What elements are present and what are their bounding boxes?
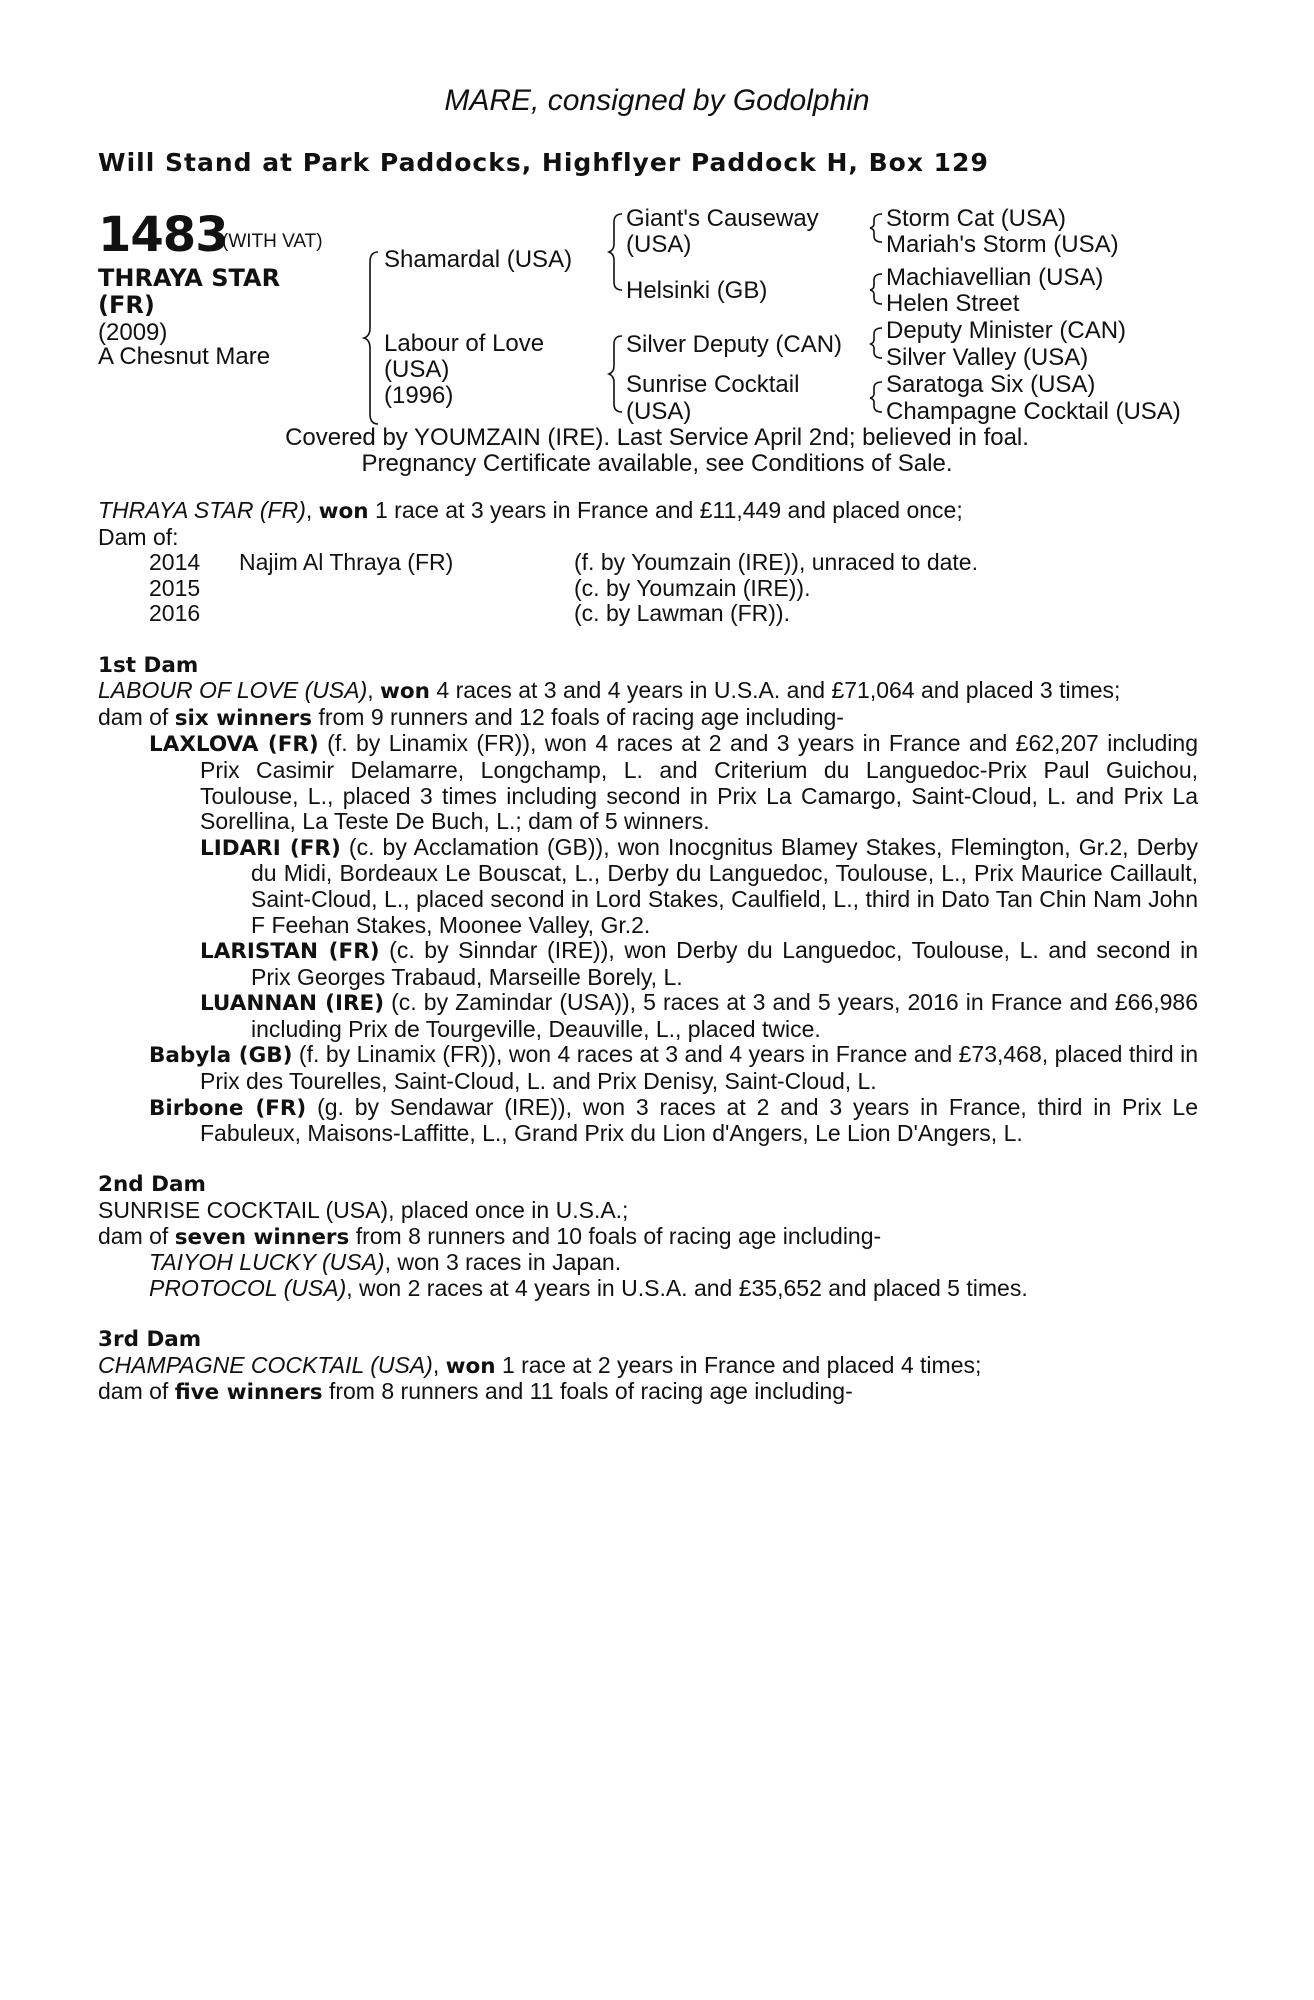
first-dam-line: LABOUR OF LOVE (USA), won 4 races at 3 and 4 years in U.S.A. and £71,064 and placed 3 times; bbox=[98, 677, 1121, 705]
third-dam-name: CHAMPAGNE COCKTAIL (USA) bbox=[98, 1351, 433, 1378]
dam-dam-line2: (USA) bbox=[626, 398, 692, 425]
horse-description: A Chesnut Mare bbox=[98, 343, 271, 370]
first-dam-winners: six winners bbox=[174, 705, 313, 731]
progeny-note: (c. by Youmzain (IRE)). bbox=[574, 574, 811, 601]
covered-line: Covered by YOUMZAIN (IRE). Last Service April 2nd; believed in foal. bbox=[285, 424, 1029, 451]
progeny-note: (c. by Lawman (FR)). bbox=[574, 600, 790, 627]
ped-ddd: Champagne Cocktail (USA) bbox=[886, 398, 1181, 425]
third-dam-winners: five winners bbox=[174, 1380, 323, 1406]
dam-of-pre: dam of bbox=[98, 1222, 175, 1249]
first-dam-runner bbox=[98, 1095, 1198, 1147]
runner-record: (f. by Linamix (FR)), won 4 races at 3 and 4 years in France and £73,468, placed third in Prix des Tourelles, Saint-Cloud, L. and Prix Denisy, Saint-Cloud, L. bbox=[200, 1041, 1198, 1095]
progeny-year: 2014 bbox=[149, 549, 201, 576]
runner-record: (c. by Sinndar (IRE)), won Derby du Languedoc, Toulouse, L. and second in Prix Georges Trabaud, Marseille Borely, L. bbox=[251, 937, 1199, 990]
stand-location: Will Stand at Park Paddocks, Highflyer Paddock H, Box 129 bbox=[98, 148, 989, 177]
foaling-year: (2009) bbox=[98, 319, 168, 346]
summary-won: won bbox=[318, 499, 369, 524]
progeny-row bbox=[98, 576, 1198, 602]
sire-sire-line1: Giant's Causeway bbox=[626, 205, 819, 232]
runner-name: PROTOCOL (USA) bbox=[149, 1274, 347, 1301]
spacer bbox=[98, 1147, 1198, 1173]
ped-ssd: Mariah's Storm (USA) bbox=[886, 231, 1119, 258]
runner-name: Babyla (GB) bbox=[149, 1043, 293, 1069]
second-dam-runner bbox=[98, 1250, 1198, 1276]
runner-record: , won 3 races in Japan. bbox=[384, 1249, 622, 1276]
page-heading: MARE, consigned by Godolphin bbox=[444, 84, 870, 117]
first-dam-runner bbox=[98, 731, 1198, 834]
ped-sds: Machiavellian (USA) bbox=[886, 264, 1104, 291]
ped-dsd: Silver Valley (USA) bbox=[886, 344, 1089, 371]
dam-of-post: from 9 runners and 12 foals of racing age including- bbox=[312, 703, 844, 730]
first-dam-runner bbox=[98, 938, 1198, 990]
summary-record: 1 race at 3 years in France and £11,449 and placed once; bbox=[368, 497, 963, 523]
dam-dam-line1: Sunrise Cocktail bbox=[626, 371, 800, 398]
ped-dss: Deputy Minister (CAN) bbox=[886, 317, 1127, 344]
progeny-row bbox=[98, 601, 1198, 627]
spacer bbox=[98, 1301, 1198, 1327]
runner-record: (c. by Acclamation (GB)), won Inocgnitus Blamey Stakes, Flemington, Gr.2, Derby du Midi, Bordeaux Le Bouscat, L., Derby du Languedoc, Toulouse, L., Prix Maurice Caillault, Saint-Cloud, L., placed second in Lord Stakes, Caulfield, L., third in Dato Tan Chin Nam John F Feehan Stakes, Moonee Valley, Gr.2. bbox=[251, 833, 1199, 938]
ped-dds: Saratoga Six (USA) bbox=[886, 371, 1096, 398]
sire-dam: Helsinki (GB) bbox=[626, 277, 768, 304]
dam-line3: (1996) bbox=[384, 382, 454, 409]
third-dam-record: 1 race at 2 years in France and placed 4 times; bbox=[495, 1351, 982, 1378]
first-dam-record: 4 races at 3 and 4 years in U.S.A. and £71,064 and placed 3 times; bbox=[430, 677, 1121, 704]
runner-record: , won 2 races at 4 years in U.S.A. and £35,652 and placed 5 times. bbox=[346, 1274, 1028, 1301]
dam-of-pre: dam of bbox=[98, 703, 175, 730]
progeny-name bbox=[239, 576, 574, 602]
third-dam-won: won bbox=[445, 1353, 496, 1379]
dam-of-pre: dam of bbox=[98, 1378, 175, 1405]
second-dam-runner bbox=[98, 1276, 1198, 1302]
runner-name: LIDARI (FR) bbox=[200, 835, 341, 861]
runner-record: (c. by Zamindar (USA)), 5 races at 3 and 5 years, 2016 in France and £66,986 including Prix de Tourgeville, Deauville, L., placed twice. bbox=[251, 989, 1198, 1042]
first-dam-runner bbox=[98, 835, 1198, 938]
progeny-name: Najim Al Thraya (FR) bbox=[239, 549, 454, 576]
dam-of-post: from 8 runners and 11 foals of racing age including- bbox=[322, 1378, 853, 1405]
summary-name: THRAYA STAR (FR) bbox=[98, 497, 306, 523]
spacer bbox=[98, 627, 1198, 653]
progeny-name bbox=[239, 601, 574, 627]
first-dam-runner bbox=[98, 990, 1198, 1042]
runner-name: LUANNAN (IRE) bbox=[200, 991, 385, 1017]
runner-name: Birbone (FR) bbox=[149, 1095, 307, 1121]
runner-record: (g. by Sendawar (IRE)), won 3 races at 2 and 3 years in France, third in Prix Le Fabuleux, Maisons-Laffitte, L., Grand Prix du Lion d'Angers, Le Lion D'Angers, L. bbox=[200, 1093, 1198, 1147]
runner-name: LARISTAN (FR) bbox=[200, 939, 380, 965]
third-dam-heading: 3rd Dam bbox=[98, 1327, 202, 1352]
second-dam-heading: 2nd Dam bbox=[98, 1172, 206, 1198]
horse-country: (FR) bbox=[98, 291, 155, 319]
vat-note: (WITH VAT) bbox=[222, 231, 323, 252]
second-dam-produce bbox=[98, 1224, 1198, 1251]
second-dam-line: SUNRISE COCKTAIL (USA), placed once in U.S.A.; bbox=[98, 1197, 629, 1224]
third-dam-line: CHAMPAGNE COCKTAIL (USA), won 1 race at 2 years in France and placed 4 times; bbox=[98, 1351, 982, 1379]
runner-record: (f. by Linamix (FR)), won 4 races at 2 and 3 years in France and £62,207 including Prix Casimir Delamarre, Longchamp, L. and Criterium du Languedoc-Prix Paul Guichou, Toulouse, L., placed 3 times including second in Prix La Camargo, Saint-Cloud, L. and Prix La Sorellina, La Teste De Buch, L.; dam of 5 winners. bbox=[200, 730, 1198, 835]
progeny-year: 2015 bbox=[149, 574, 201, 601]
runner-name: LAXLOVA (FR) bbox=[149, 732, 319, 758]
summary-line: THRAYA STAR (FR), won 1 race at 3 years in France and £11,449 and placed once; bbox=[98, 497, 963, 524]
progeny-row bbox=[98, 550, 1198, 576]
first-dam-runners bbox=[98, 731, 1198, 1147]
progeny-list bbox=[98, 550, 1198, 627]
second-dam-winners: seven winners bbox=[174, 1224, 350, 1250]
third-dam-produce bbox=[98, 1379, 1198, 1406]
dam-sire: Silver Deputy (CAN) bbox=[626, 331, 843, 358]
dam-line1: Labour of Love bbox=[384, 330, 545, 357]
ped-sss: Storm Cat (USA) bbox=[886, 205, 1067, 232]
dam-of-post: from 8 runners and 10 foals of racing age including- bbox=[349, 1222, 882, 1249]
dam-line2: (USA) bbox=[384, 356, 450, 383]
first-dam-produce bbox=[98, 705, 1198, 732]
first-dam-won: won bbox=[380, 679, 430, 705]
lot-number: 1483 bbox=[98, 207, 228, 263]
first-dam-heading: 1st Dam bbox=[98, 652, 199, 678]
runner-name: TAIYOH LUCKY (USA) bbox=[149, 1249, 385, 1276]
pregnancy-line: Pregnancy Certificate available, see Conditions of Sale. bbox=[361, 450, 953, 477]
first-dam-runner bbox=[98, 1042, 1198, 1094]
horse-name: THRAYA STAR bbox=[98, 264, 281, 292]
dam-of-label: Dam of: bbox=[98, 523, 179, 550]
ped-sdd: Helen Street bbox=[886, 290, 1020, 317]
second-dam-runners bbox=[98, 1250, 1198, 1301]
progeny-year: 2016 bbox=[149, 600, 201, 627]
sire: Shamardal (USA) bbox=[384, 246, 573, 273]
progeny-note: (f. by Youmzain (IRE)), unraced to date. bbox=[574, 549, 978, 576]
pedigree-body bbox=[98, 498, 1198, 1406]
first-dam-name: LABOUR OF LOVE (USA) bbox=[98, 677, 368, 704]
sire-sire-line2: (USA) bbox=[626, 231, 692, 258]
